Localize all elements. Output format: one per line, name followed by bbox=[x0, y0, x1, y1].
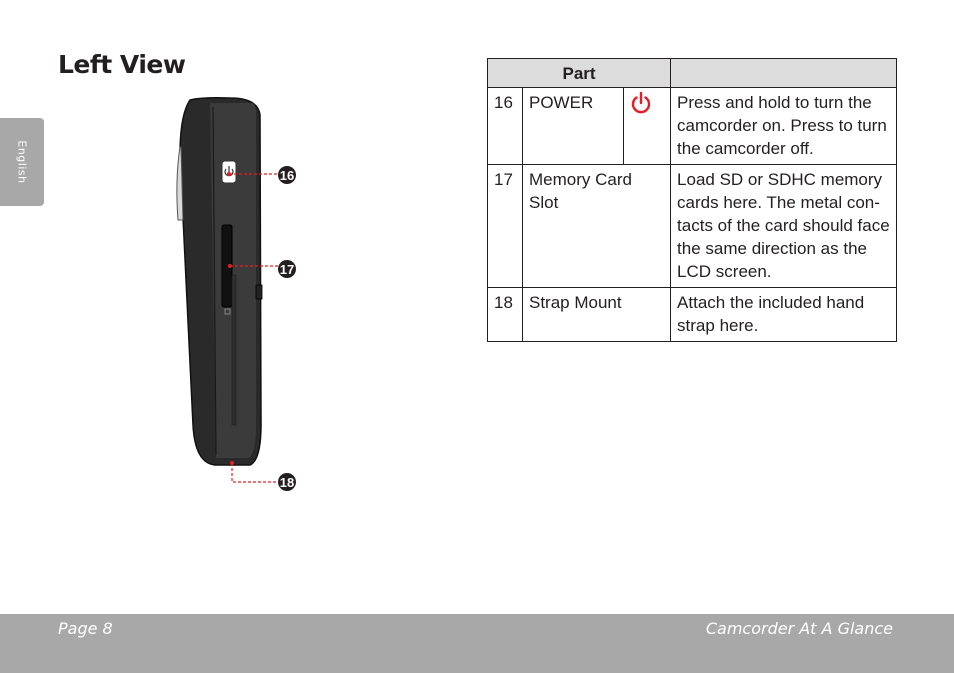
part-name: Memory Card Slot bbox=[523, 165, 671, 288]
part-number: 18 bbox=[488, 288, 523, 342]
part-description: Press and hold to turn the camcorder on. Press to turn the camcorder off. bbox=[671, 88, 897, 165]
callout-17-label: 17 bbox=[279, 262, 295, 277]
table-row bbox=[488, 288, 897, 342]
part-number: 16 bbox=[488, 88, 523, 165]
part-name: POWER bbox=[523, 88, 624, 165]
language-label: English bbox=[15, 140, 29, 184]
part-icon-cell bbox=[623, 88, 670, 165]
table-row bbox=[488, 88, 897, 165]
parts-table bbox=[487, 58, 897, 342]
part-column-header: Part bbox=[488, 59, 671, 88]
callout-18-label: 18 bbox=[279, 475, 295, 490]
camcorder-left-view-figure bbox=[160, 95, 310, 495]
table-header-row bbox=[488, 59, 897, 88]
camcorder-body bbox=[177, 98, 262, 465]
part-name: Strap Mount bbox=[523, 288, 671, 342]
part-description: Attach the included hand strap here. bbox=[671, 288, 897, 342]
page-number: Page 8 bbox=[58, 619, 113, 638]
page-footer bbox=[0, 614, 954, 673]
part-description: Load SD or SDHC memory cards here. The metal con-tacts of the card should face the same direction as the LCD screen. bbox=[671, 165, 897, 288]
power-icon bbox=[630, 91, 652, 115]
description-column-header bbox=[671, 59, 897, 88]
page-title: Left View bbox=[58, 50, 186, 79]
language-tab bbox=[0, 118, 44, 206]
table-row bbox=[488, 165, 897, 288]
section-title: Camcorder At A Glance bbox=[705, 619, 893, 638]
part-number: 17 bbox=[488, 165, 523, 288]
callout-16-label: 16 bbox=[279, 168, 295, 183]
